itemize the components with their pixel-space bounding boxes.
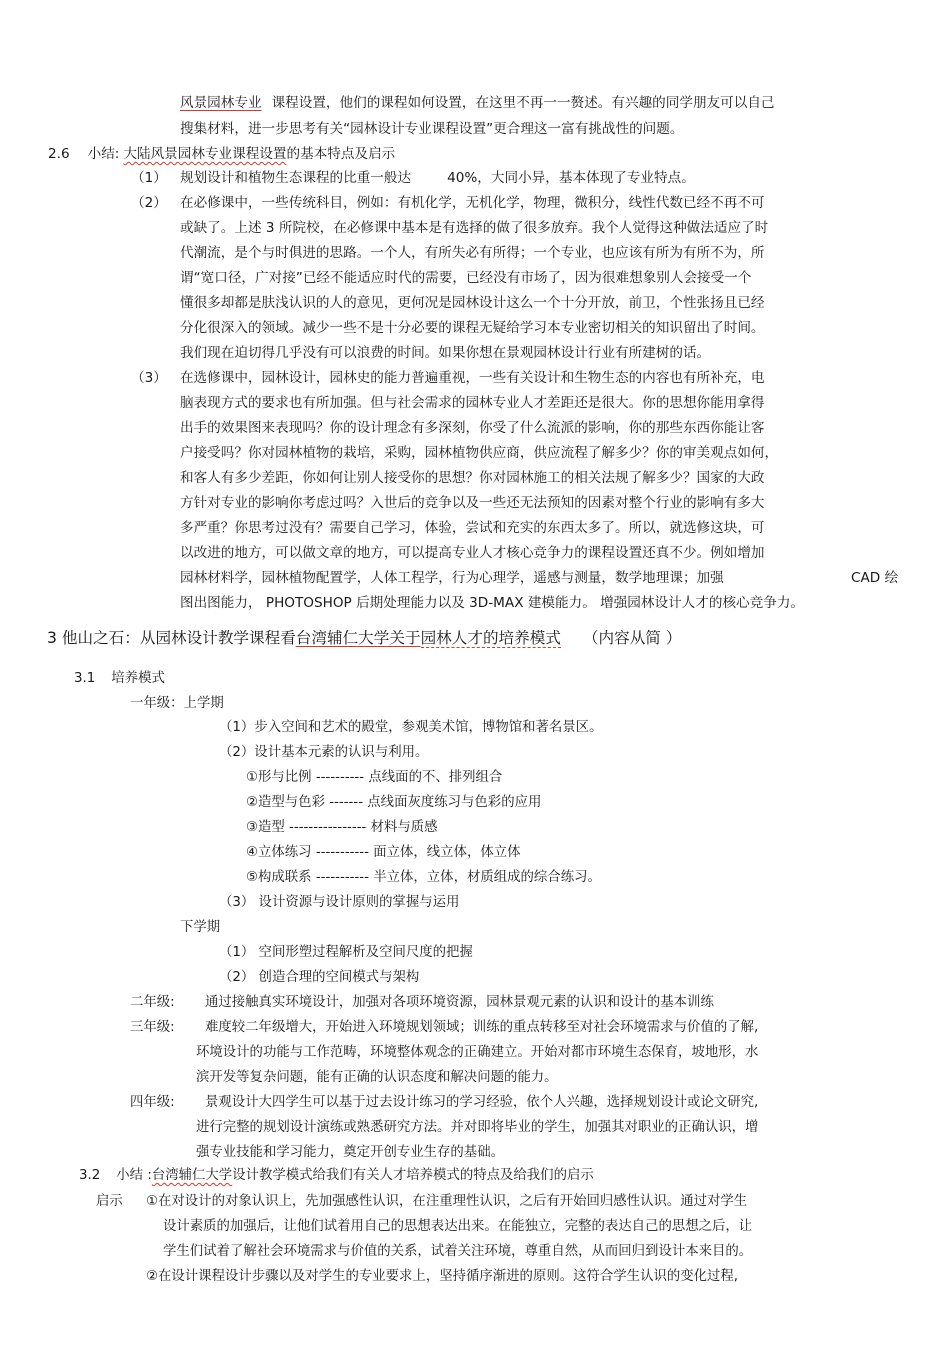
top-line-1-text: 课程设置，他们的课程如何设置，在这里不再一一赘述。有兴趣的同学朋友可以自己 (271, 95, 775, 111)
grade-2-label: 二年级: (130, 995, 175, 1010)
list-item: （1）步入空间和艺术的殿堂，参观美术馆，博物馆和著名景区。 (219, 720, 603, 735)
grade-1-label: 一年级：上学期 (130, 696, 224, 711)
underlined-term: 风景园林专业 (180, 95, 262, 111)
list-item: ①形与比例 ---------- 点线面的不、排列组合 (246, 770, 503, 785)
qishi-line: 设计素质的加强后，让他们试着用自己的思想表达出来。在能独立，完整的表达自己的思想之后，让 (163, 1219, 753, 1234)
section-number: 3.2 (79, 1168, 101, 1183)
section-number: 3.1 (74, 671, 96, 686)
p3-line: 户接受吗？你对园林植物的栽培，采购，园林植物供应商，供应流程了解多少？你的审美观点如何， (180, 445, 779, 461)
qishi-line: 学生们试着了解社会环境需求与价值的关系，试着关注环境，尊重自然，从而回归到设计本来目的。 (163, 1244, 753, 1259)
list-item: （2）设计基本元素的认识与利用。 (219, 745, 429, 760)
p2-line: 谓“宽口径，广对接”已经不能适应时代的需要，已经没有市场了，因为很难想象别人会接受一个 (180, 270, 752, 286)
p3-line: 和客人有多少差距，你如何让别人接受你的思想？你对园林施工的相关法规了解多少？国家的大政 (180, 470, 765, 486)
qishi-line: ①在对设计的对象认识上，先加强感性认识，在注重理性认识，之后有开始回归感性认识。通过对学生 (146, 1194, 748, 1209)
p1-text-b: 40%，大同小异，基本体现了专业特点。 (447, 170, 695, 186)
top-line-1 (180, 94, 775, 112)
p2-line: 在必修课中，一些传统科目，例如：有机化学，无机化学，物理，微积分，线性代数已经不再不可 (180, 195, 765, 211)
heading-underlined: 台湾辅仁大学关于 (295, 629, 421, 647)
heading-prefix: 小结 : (116, 1168, 152, 1183)
section-number: 2.6 (48, 146, 70, 162)
term-2-label: 下学期 (180, 920, 221, 935)
grade-4-line: 强专业技能和学习能力，奠定开创专业生存的基础。 (196, 1145, 504, 1160)
p3-line: 出手的效果图来表现吗？你的设计理念有多深刻，你受了什么流派的影响，你的那些东西你能让客 (180, 420, 765, 436)
grade-3-line: 难度较二年级增大，开始进入环境规划领域；训练的重点转移至对社会环境需求与价值的了解, (205, 1020, 759, 1035)
p1-text (180, 169, 695, 187)
list-item: ⑤构成联系 ----------- 半立体，立体，材质组成的综合练习。 (246, 870, 601, 885)
section-3-2-heading (79, 1167, 594, 1185)
heading-part: 3 他山之石：从园林设计教学课程看 (47, 629, 296, 647)
grade-2-text: 通过接触真实环境设计，加强对各项环境资源，园林景观元素的认识和设计的基本训练 (205, 995, 714, 1010)
heading-underlined: 台湾辅仁大学 (151, 1168, 233, 1183)
p3-line: 脑表现方式的要求也有所加强。但与社会需求的园林专业人才差距还是很大。你的思想你能用拿得 (180, 395, 765, 411)
list-item: ②造型与色彩 ------- 点线面灰度练习与色彩的应用 (246, 795, 542, 810)
p1-text-a: 规划设计和植物生态课程的比重一般达 (180, 170, 412, 186)
heading-rest: 的基本特点及启示 (286, 146, 396, 162)
grade-4-line: 景观设计大四学生可以基于过去设计练习的学习经验，依个人兴趣，选择规划设计或论文研究, (205, 1095, 759, 1110)
heading-dashed: 园林人才的培养模式 (420, 629, 561, 647)
p3-line: 在选修课中，园林设计，园林史的能力普遍重视，一些有关设计和生物生态的内容也有所补充，电 (180, 370, 765, 386)
list-item: （3） 设计资源与设计原则的掌握与运用 (219, 895, 460, 910)
qishi-line: ②在设计课程设计步骤以及对学生的专业要求上，坚持循序渐进的原则。这符合学生认识的变化过程, (146, 1269, 739, 1284)
p2-line: 或缺了。上述 3 所院校，在必修课中基本是有选择的做了很多放弃。我个人觉得这种做法适应了时 (180, 220, 769, 236)
p2-line: 我们现在迫切得几乎没有可以浪费的时间。如果你想在景观园林设计行业有所建树的话。 (180, 345, 711, 361)
p3-line: 以改进的地方，可以做文章的地方，可以提高专业人才核心竞争力的课程设置还真不少。例如增加 (180, 545, 765, 561)
heading-prefix: 小结: (87, 146, 120, 162)
p3-line-end: CAD 绘 (851, 570, 899, 586)
p3-line: 方针对专业的影响你考虑过吗？入世后的竞争以及一些还无法预知的因素对整个行业的影响有多大 (180, 495, 765, 511)
grade-3-label: 三年级: (130, 1020, 175, 1035)
list-item: （2） 创造合理的空间模式与架构 (219, 970, 420, 985)
heading-note: （内容从简 ） (582, 629, 682, 647)
p2-line: 懂很多却都是肤浅认识的人的意见，更何况是园林设计这么一个十分开放，前卫，个性张扬且已经 (180, 295, 765, 311)
p2-number: （2） (131, 195, 167, 211)
list-item: ③造型 ---------------- 材料与质感 (246, 820, 438, 835)
p3-line: 园林材料学，园林植物配置学，人体工程学，行为心理学，遥感与测量，数学地理课；加强 (180, 570, 724, 586)
p2-line: 代潮流，是个与时俱进的思路。一个人，有所失必有所得；一个专业，也应该有所为有所不为，所 (180, 245, 765, 261)
section-2-6-heading (48, 145, 395, 163)
grade-4-line: 进行完整的规划设计演练或熟悉研究方法。并对即将毕业的学生，加强其对职业的正确认识，增 (196, 1120, 759, 1135)
grade-4-label: 四年级: (130, 1095, 175, 1110)
p3-number: （3） (131, 370, 167, 386)
p2-line: 分化很深入的领域。减少一些不是十分必要的课程无疑给学习本专业密切相关的知识留出了时间。 (180, 320, 765, 336)
heading-underlined: 大陆风景园林专业课程设置 (123, 146, 287, 162)
grade-3-line: 滨开发等复杂问题，能有正确的认识态度和解决问题的能力。 (196, 1070, 558, 1085)
list-item: （1） 空间形塑过程解析及空间尺度的把握 (219, 945, 473, 960)
list-item: ④立体练习 ----------- 面立体，线立体，体立体 (246, 845, 521, 860)
heading-title: 培养模式 (111, 671, 165, 686)
section-3-1-heading (74, 670, 165, 688)
p3-line: 图出图能力， PHOTOSHOP 后期处理能力以及 3D-MAX 建模能力。 增强园林设计人才的核心竞争力。 (180, 595, 805, 611)
section-3-heading (47, 627, 681, 649)
p3-line: 多严重？你思考过没有？需要自己学习，体验，尝试和充实的东西太多了。所以，就选修这块，可 (180, 520, 765, 536)
qishi-label: 启示 (96, 1194, 123, 1209)
heading-rest: 设计教学模式给我们有关人才培养模式的特点及给我们的启示 (232, 1168, 594, 1183)
top-line-2: 搜集材料，进一步思考有关“园林设计专业课程设置”更合理这一富有挑战性的问题。 (180, 121, 684, 137)
grade-3-line: 环境设计的功能与工作范畴，环境整体观念的正确建立。开始对都市环境生态保育，坡地形，水 (196, 1045, 759, 1060)
p1-number: （1） (131, 170, 167, 186)
